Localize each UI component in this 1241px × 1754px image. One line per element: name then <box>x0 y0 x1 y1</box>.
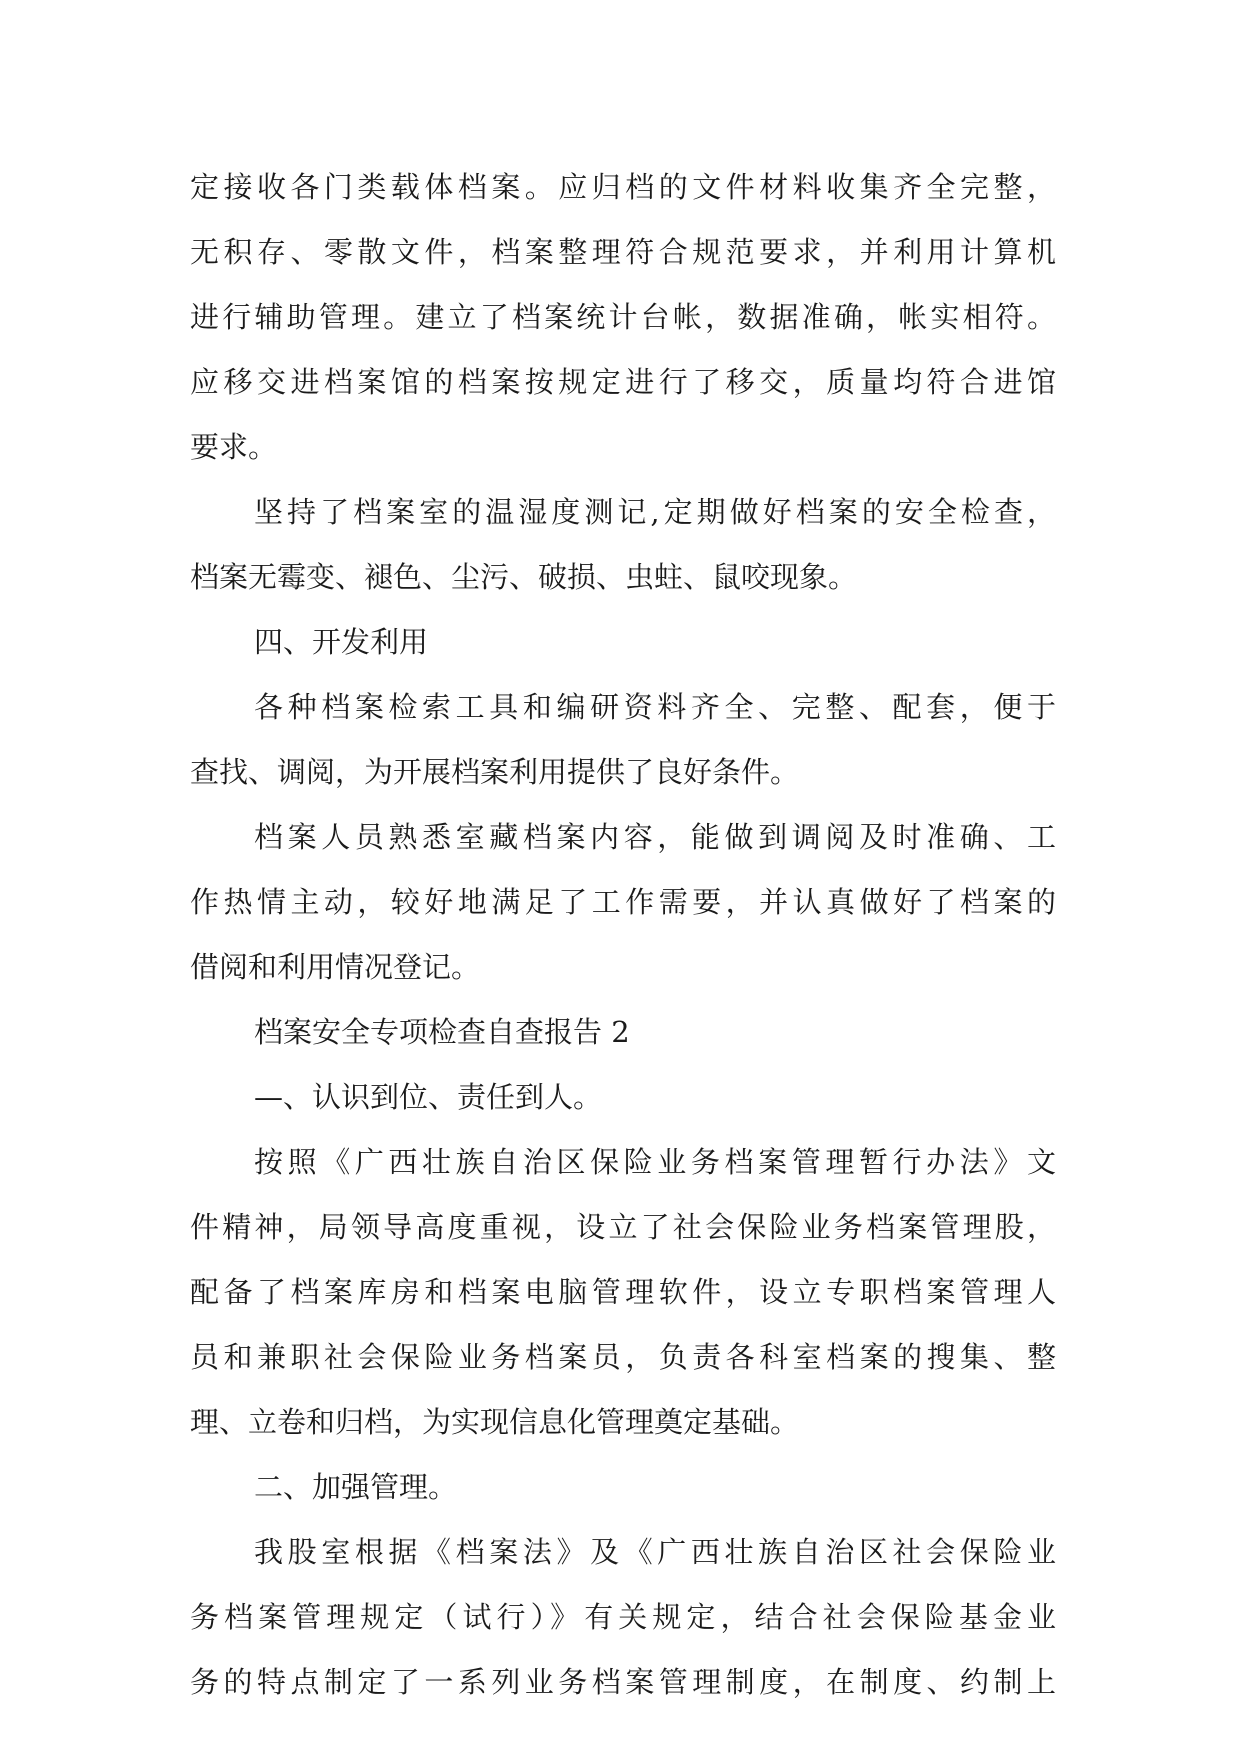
document-body <box>190 155 1056 1715</box>
text-line: 档案人员熟悉室藏档案内容，能做到调阅及时准确、工 <box>254 820 1056 854</box>
text-line: 应移交进档案馆的档案按规定进行了移交，质量均符合进馆 <box>190 365 1056 399</box>
text-line: 件精神，局领导高度重视，设立了社会保险业务档案管理股， <box>190 1210 1056 1244</box>
text-line: 务档案管理规定（试行）》有关规定，结合社会保险基金业 <box>190 1600 1056 1634</box>
text-line: 员和兼职社会保险业务档案员，负责各科室档案的搜集、整 <box>190 1340 1056 1374</box>
text-line: 借阅和利用情况登记。 <box>190 950 481 984</box>
text-line: 我股室根据《档案法》及《广西壮族自治区社会保险业 <box>254 1535 1056 1569</box>
section-heading: 二、加强管理。 <box>254 1470 458 1504</box>
section-heading: 四、开发利用 <box>254 625 429 659</box>
text-line: 务的特点制定了一系列业务档案管理制度，在制度、约制上 <box>190 1665 1056 1699</box>
text-line: 作热情主动，较好地满足了工作需要，并认真做好了档案的 <box>190 885 1056 919</box>
text-line: 坚持了档案室的温湿度测记,定期做好档案的安全检查， <box>254 495 1056 529</box>
text-line: 档案无霉变、褪色、尘污、破损、虫蛀、鼠咬现象。 <box>190 560 858 594</box>
text-line: 进行辅助管理。建立了档案统计台帐，数据准确，帐实相符。 <box>190 300 1056 334</box>
section-heading: —、认识到位、责任到人。 <box>254 1080 603 1114</box>
text-line: 要求。 <box>190 430 278 464</box>
text-line: 定接收各门类载体档案。应归档的文件材料收集齐全完整， <box>190 170 1056 204</box>
text-line: 理、立卷和归档，为实现信息化管理奠定基础。 <box>190 1405 800 1439</box>
text-line: 无积存、零散文件，档案整理符合规范要求，并利用计算机 <box>190 235 1056 269</box>
text-line: 各种档案检索工具和编研资料齐全、完整、配套，便于 <box>254 690 1056 724</box>
report-title: 档案安全专项检查自查报告 2 <box>254 1015 630 1049</box>
text-line: 按照《广西壮族自治区保险业务档案管理暂行办法》文 <box>254 1145 1056 1179</box>
text-line: 配备了档案库房和档案电脑管理软件，设立专职档案管理人 <box>190 1275 1056 1309</box>
text-line: 查找、调阅，为开展档案利用提供了良好条件。 <box>190 755 800 789</box>
